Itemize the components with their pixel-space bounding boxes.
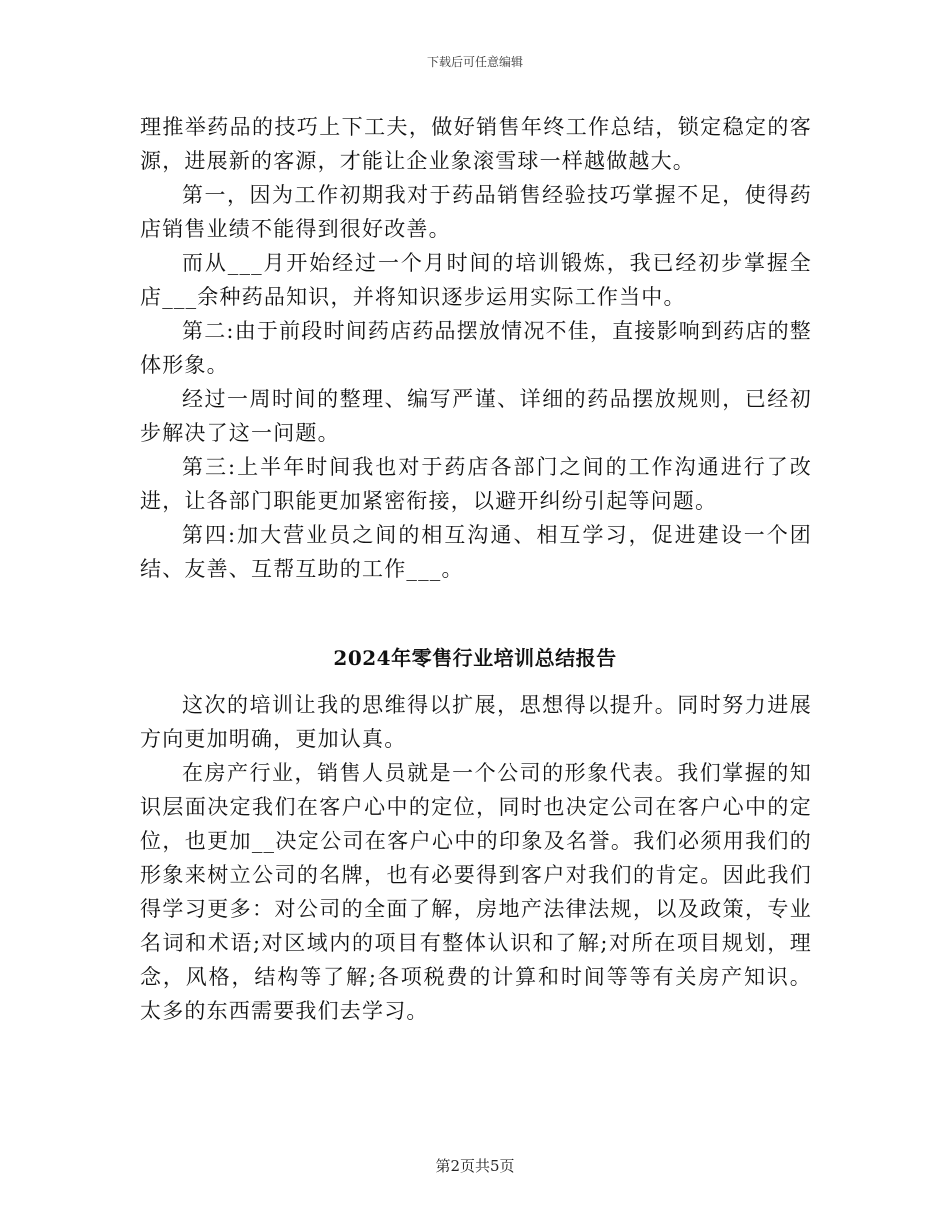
paragraph: 经过一周时间的整理、编写严谨、详细的药品摆放规则，已经初步解决了这一问题。 <box>140 387 812 445</box>
paragraph: 理推举药品的技巧上下工夫，做好销售年终工作总结，锁定稳定的客源，进展新的客源，才能让企业象滚雪球一样越做越大。 <box>140 115 812 173</box>
paragraph: 这次的培训让我的思维得以扩展，思想得以提升。同时努力进展方向更加明确，更加认真。 <box>140 693 812 751</box>
page-footer: 第2页共5页 <box>435 1157 515 1175</box>
paragraph: 第二:由于前段时间药店药品摆放情况不佳，直接影响到药店的整体形象。 <box>140 319 812 377</box>
paragraph: 而从___月开始经过一个月时间的培训锻炼，我已经初步掌握全店___余种药品知识，并将知识逐步运用实际工作当中。 <box>140 251 812 309</box>
page-header: 下载后可任意编辑 <box>426 55 523 69</box>
paragraph: 在房产行业，销售人员就是一个公司的形象代表。我们掌握的知识层面决定我们在客户心中的定位，同时也决定公司在客户心中的定位，也更加__决定公司在客户心中的印象及名誉。我们必须用我们的形象来树立公司的名牌，也有必要得到客户对我们的肯定。因此我们得学习更多：对公司的全面了解，房地产法律法规，以及政策，专业名词和术语;对区域内的项目有整体认识和了解;对所在项目规划，理念，风格，结构等了解;各项税费的计算和时间等等有关房产知识。太多的东西需要我们去学习。 <box>140 761 812 1023</box>
paragraph: 第三:上半年时间我也对于药店各部门之间的工作沟通进行了改进，让各部门职能更加紧密衔接，以避开纠纷引起等问题。 <box>140 455 812 513</box>
paragraph: 第一，因为工作初期我对于药品销售经验技巧掌握不足，使得药店销售业绩不能得到很好改善。 <box>140 183 812 241</box>
body-section-2 <box>140 688 812 1028</box>
document-title: 2024年零售行业培训总结报告 <box>333 646 617 670</box>
body-section-1 <box>140 110 812 586</box>
paragraph: 第四:加大营业员之间的相互沟通、相互学习，促进建设一个团结、友善、互帮互助的工作___。 <box>140 523 812 581</box>
